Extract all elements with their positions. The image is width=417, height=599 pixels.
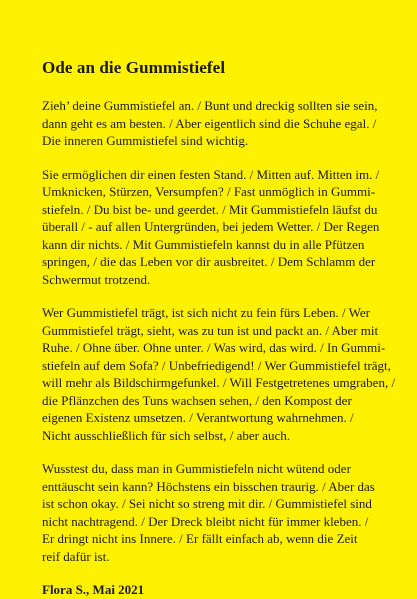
stanza-2 [42,166,387,289]
poem-line: Schwermut trotzend. [42,271,151,287]
poem-line: stiefeln auf dem Sofa? / Unbefriedigend! / Wer Gummistiefel trägt, [42,357,391,373]
poem-line: nicht nachtragend. / Der Dreck bleibt nicht für immer kleben. / [42,513,369,529]
poem-line: will mehr als Bildschirmgefunkel. / Will Festgetretenes umgraben, / [42,375,396,390]
poem-line: springen, / die das Leben vor dir ausbreitet. / Dem Schlamm der [42,254,376,269]
poem-line: Gummistiefel trägt, sieht, was zu tun ist und packt an. / Aber mit [42,322,379,338]
stanza-4 [42,460,387,565]
poem-line: Umknicken, Stürzen, Versumpfen? / Fast unmöglich in Gummi- [42,184,376,199]
poem-line: Die inneren Gummistiefel sind wichtig. [42,133,249,148]
stanza-1 [42,97,387,150]
poem-line: stiefeln. / Du bist be- und geerdet. / Mit Gummistiefeln läufst du [42,201,378,217]
poem-line: überall / - auf allen Untergründen, bei jedem Wetter. / Der Regen [42,219,380,234]
poem-line: Ruhe. / Ohne über. Ohne unter. / Was wird, das wird. / In Gummi- [42,340,386,355]
poem-line: Wusstest du, dass man in Gummistiefeln nicht wütend oder [42,461,351,476]
poem-line: eigenen Existenz umsetzen. / Verantwortung wahrnehmen. / [42,410,354,425]
poem-line: die Pflänzchen des Tuns wachsen sehen, / den Kompost der [42,392,352,408]
poem-line: reif dafür ist. [42,548,110,564]
poem-line: ist schon okay. / Sei nicht so streng mit dir. / Gummistiefel sind [42,496,372,511]
poem-line: Zieh’ deine Gummistiefel an. / Bunt und dreckig sollten sie sein, [42,98,378,113]
poem-title: Ode an die Gummistiefel [42,58,226,77]
poem-line: Sie ermöglichen dir einen festen Stand. / Mitten auf. Mitten im. / [42,166,380,182]
poem-line: kann dir nichts. / Mit Gummistiefeln kannst du in alle Pfützen [42,236,365,252]
signature: Flora S., Mai 2021 [42,582,145,597]
poem-line: Er dringt nicht ins Innere. / Er fällt einfach ab, wenn die Zeit [42,531,358,546]
poem-line: dann geht es am besten. / Aber eigentlich sind die Schuhe egal. / [42,115,377,131]
stanza-3 [42,304,396,444]
poem-line: enttäuscht sein kann? Höchstens ein bisschen traurig. / Aber das [42,478,375,494]
poem-line: Nicht ausschließlich für sich selbst, / aber auch. [42,427,291,443]
poem-line: Wer Gummistiefel trägt, ist sich nicht zu fein fürs Leben. / Wer [42,305,370,320]
